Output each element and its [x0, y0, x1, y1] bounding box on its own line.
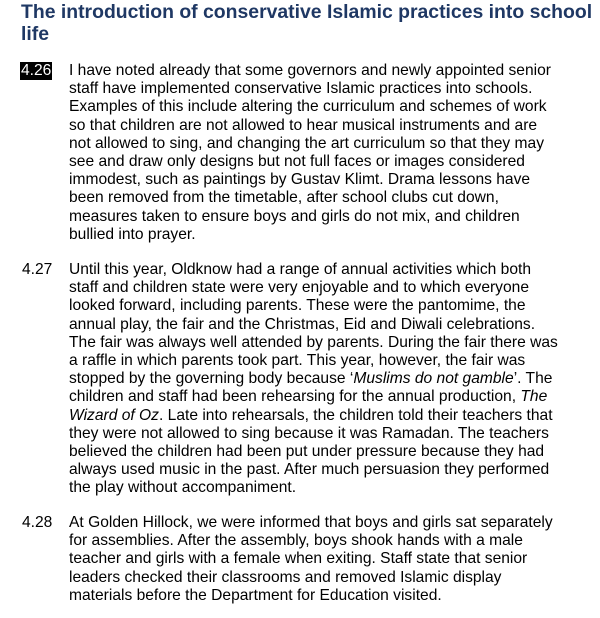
text-segment: ’. The: [513, 370, 553, 388]
text-line: for assemblies. After the assembly, boys shook hands with a male: [69, 532, 523, 550]
text-line: Until this year, Oldknow had a range of annual activities which both: [69, 261, 532, 278]
text-line: teacher and girls with a female when exiting. Staff state that senior: [69, 550, 528, 568]
paragraph-number: 4.26: [21, 62, 52, 79]
paragraph-text: [69, 62, 594, 244]
text-line: The fair was always well attended by parents. During the fair there was: [69, 333, 558, 351]
text-line: measures taken to ensure boys and girls do not mix, and children: [69, 207, 520, 225]
text-line: annual play, the fair and the Christmas, Eid and Diwali celebrations.: [69, 315, 536, 333]
text-line: been removed from the timetable, after school clubs cut down,: [69, 189, 499, 207]
text-line: At Golden Hillock, we were informed that boys and girls sat separately: [69, 514, 553, 531]
text-line: believed the children had been put under pressure because they had: [69, 443, 545, 461]
text-line: a raffle in which parents took part. This year, however, the fair was: [69, 352, 526, 370]
text-line: they were not allowed to sing because it was Ramadan. The teachers: [69, 424, 549, 442]
text-line: staff and children state were very enjoyable and to which everyone: [69, 279, 530, 297]
text-segment: children and staff had been rehearsing for the annual production,: [69, 388, 521, 406]
production-title: Wizard of Oz: [69, 406, 159, 424]
paragraph-number: 4.27: [22, 261, 53, 278]
text-line: always used music in the past. After much persuasion they performed: [69, 461, 550, 479]
heading-line: The introduction of conservative Islamic practices into school: [21, 1, 593, 23]
production-title: The: [520, 388, 548, 406]
paragraph-text: [69, 514, 594, 605]
text-line: I have noted already that some governors and newly appointed senior: [69, 62, 551, 79]
text-segment: . Late into rehearsals, the children told their teachers that: [158, 406, 553, 424]
text-line: materials before the Department for Education visited.: [69, 586, 442, 604]
quoted-phrase: Muslims do not gamble: [353, 370, 514, 388]
paragraph-text: [69, 261, 594, 498]
text-line: looked forward, including parents. These were the pantomime, the: [69, 297, 526, 315]
text-line: see and draw only designs but not full faces or images considered: [69, 153, 525, 171]
text-line: leaders checked their classrooms and removed Islamic display: [69, 568, 502, 586]
text-segment: stopped by the governing body because ‘: [69, 370, 354, 388]
text-line: staff have implemented conservative Islamic practices into schools.: [69, 80, 533, 98]
text-line: Examples of this include altering the curriculum and schemes of work: [69, 98, 547, 116]
text-line: [69, 407, 594, 425]
heading-line: life: [21, 23, 50, 45]
text-line: [69, 388, 594, 406]
paragraph-number: 4.28: [22, 514, 53, 531]
text-line: so that children are not allowed to hear musical instruments and are: [69, 116, 538, 134]
section-heading: [21, 1, 591, 45]
text-line: bullied into prayer.: [69, 225, 196, 243]
text-line: not allowed to sing, and changing the art curriculum so that they may: [69, 134, 545, 152]
text-line: the play without accompaniment.: [69, 479, 297, 497]
text-line: immodest, such as paintings by Gustav Klimt. Drama lessons have: [69, 171, 531, 189]
text-line: [69, 370, 594, 388]
